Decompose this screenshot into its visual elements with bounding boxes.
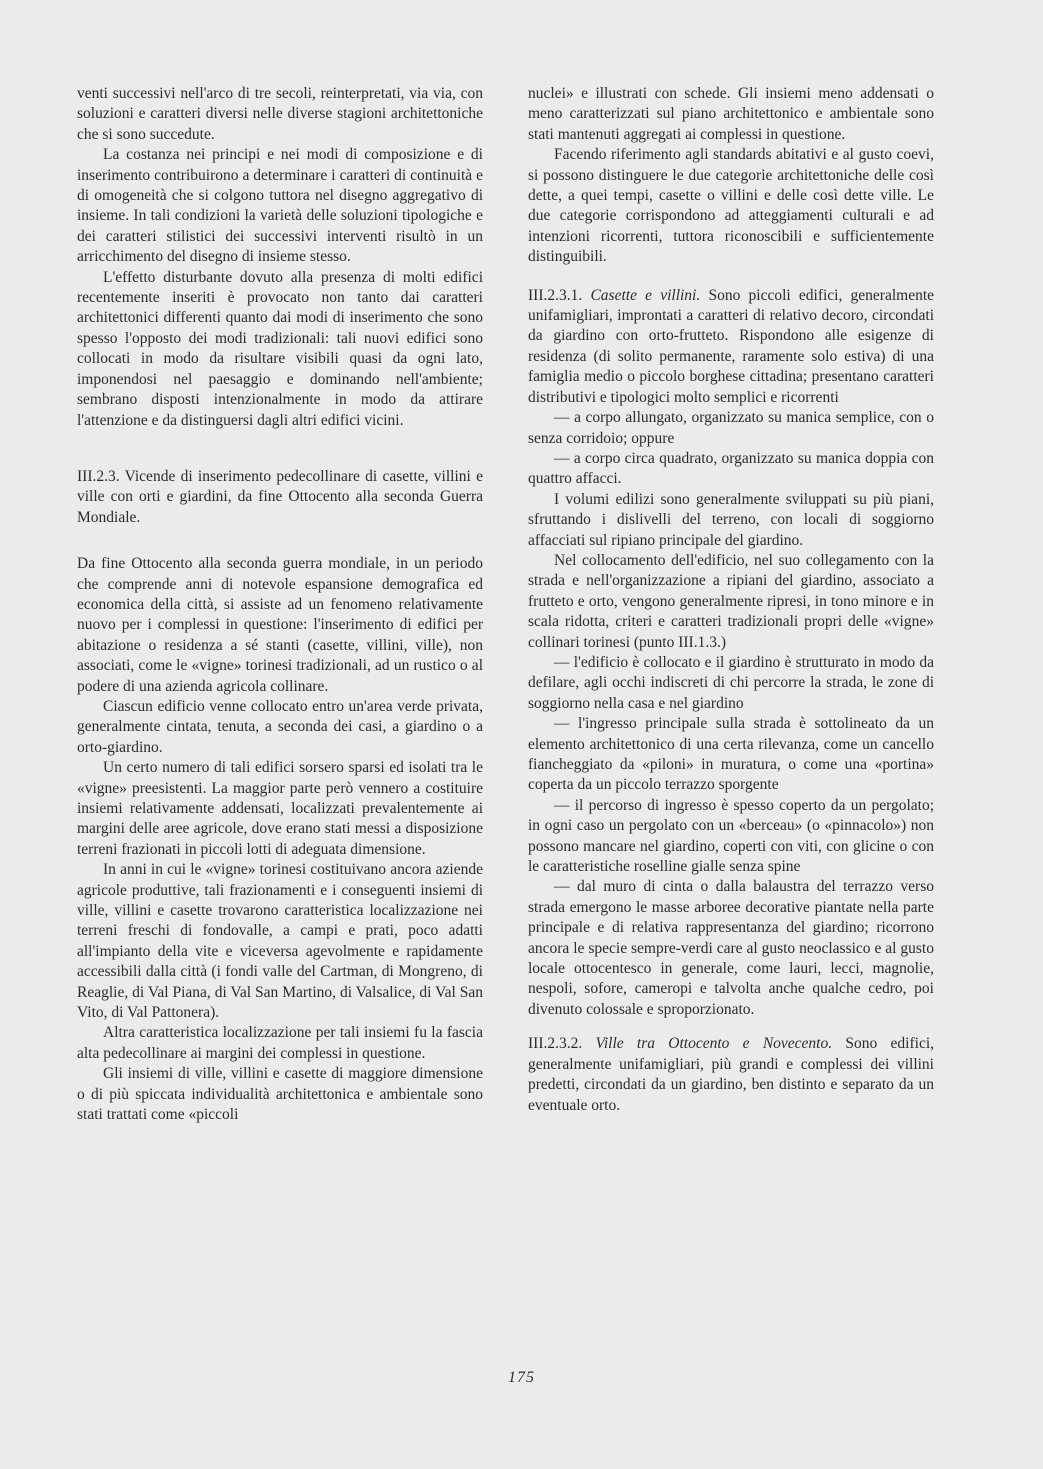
list-item: — l'edificio è collocato e il giardino è strutturato in modo da defilare, agli occhi indiscreti di chi percorre la strada, le zone di soggiorno nella casa e nel giardino <box>528 653 934 712</box>
section-heading: III.2.3. Vicende di inserimento pedecollinare di casette, villini e ville con orti e giardini, da fine Ottocento alla seconda Guerra Mondiale. <box>77 467 483 526</box>
list-item: — il percorso di ingresso è spesso coperto da un pergolato; in ogni caso un pergolato con un «berceau» (o «pinnacolo») non possono mancare nel giardino, coperti con viti, con glicine o con le caratteristiche roselline gialle senza spine <box>528 796 934 876</box>
subsection-number: III.2.3.1. <box>528 286 583 304</box>
list-item: — a corpo circa quadrato, organizzato su manica doppia con quattro affacci. <box>528 449 934 488</box>
paragraph: In anni in cui le «vigne» torinesi costituivano ancora aziende agricole produttive, tali frazionamenti e i conseguenti insiemi di ville, villini e casette trovarono caratteristica localizzazione nei terreni freschi di fondovalle, a campi e prati, poco adatti all'impianto della vite e viceversa agevolmente e rapidamente accessibili dalla città (i fondi valle del Cartman, di Mongreno, di Reaglie, di Val Piana, di Val San Martino, di Valsalice, di Val San Vito, di Val Pattonera). <box>77 861 483 1022</box>
paragraph: Da fine Ottocento alla seconda guerra mondiale, in un periodo che comprende anni di notevole espansione demografica ed economica della città, si assiste ad un fenomeno relativamente nuovo per i complessi in questione: l'inserimento di edifici per abitazione o residenza a sé stanti (casette, villini, ville), non associati, come le «vigne» torinesi tradizionali, ad un rustico o al podere di una azienda agricola collinare. <box>77 555 483 695</box>
paragraph: Nel collocamento dell'edificio, nel suo collegamento con la strada e nell'organizzazione a ripiani del giardino, associato a frutteto e orto, vengono generalmente ripresi, in tono minore e in scala ridotta, criteri e caratteri tradizionali propri delle «vigne» collinari torinesi (punto III.1.3.) <box>528 551 934 651</box>
paragraph: Gli insiemi di ville, villini e casette di maggiore dimensione o di più spiccata individualità architettonica e ambientale sono stati trattati come «piccoli <box>77 1065 483 1124</box>
left-column <box>77 84 483 1126</box>
subsection-text: Sono piccoli edifici, generalmente unifamigliari, improntati a caratteri di relativo decoro, circondati da giardino con orto-frutteto. Rispondono alle esigenze di residenza (di solito permanente, raramente solo estiva) di una famiglia medio o piccolo borghese cittadina; presentano caratteri distributivi e tipologici molto semplici e ricorrenti <box>528 286 935 406</box>
list-item: — dal muro di cinta o dalla balaustra del terrazzo verso strada emergono le masse arboree decorative piantate nella parte principale e di relativa rappresentanza del giardino; ricorrono ancora le specie sempre-verdi care al gusto neoclassico e al gusto locale ottocentesco in generale, come lauri, lecci, magnolie, nespoli, sofore, cameropi e talvolta anche qualche cedro, poi divenuto colossale e sproporzionato. <box>528 878 934 1018</box>
subsection-casette-villini <box>528 286 934 408</box>
list-item: — a corpo allungato, organizzato su manica semplice, con o senza corridoio; oppure <box>528 409 934 447</box>
list-item: — l'ingresso principale sulla strada è sottolineato da un elemento architettonico di una certa rilevanza, come un cancello fiancheggiato da «piloni» in muratura, o come una «portina» coperta da un piccolo terrazzo sporgente <box>528 715 934 794</box>
subsection-ville <box>528 1034 934 1116</box>
paragraph: Facendo riferimento agli standards abitativi e al gusto coevi, si possono distinguere le due categorie architettoniche delle così dette, a quei tempi, casette o villini e delle così dette ville. Le due categorie corrispondono ad atteggiamenti culturali e ad intenzioni ricorrenti, tuttora riconoscibili e sufficientemente distinguibili. <box>528 146 934 266</box>
page-number: 175 <box>508 1369 535 1386</box>
paragraph: Altra caratteristica localizzazione per tali insiemi fu la fascia alta pedecollinare ai margini dei complessi in questione. <box>77 1024 483 1062</box>
paragraph: La costanza nei principi e nei modi di composizione e di inserimento contribuirono a determinare i caratteri di continuità e di omogeneità che si colgono tuttora nel disegno aggregativo di insieme. In tali condizioni la varietà delle soluzioni tipologiche e dei caratteri stilistici dei successivi interventi risultò in un arricchimento del disegno di insieme stesso. <box>77 146 483 266</box>
paragraph: nuclei» e illustrati con schede. Gli insiemi meno addensati o meno caratterizzati sul piano architettonico e ambientale sono stati mantenuti aggregati ai complessi in questione. <box>528 85 934 143</box>
subsection-title: Ville tra Ottocento e Novecento. <box>595 1035 833 1053</box>
subsection-text: Sono edifici, generalmente unifamigliari, più grandi e complessi dei villini predetti, circondati da un giardino, ben distinto e separato da un eventuale orto. <box>528 1035 935 1114</box>
right-column <box>528 84 934 1116</box>
subsection-title: Casette e villini. <box>590 286 701 304</box>
paragraph: Ciascun edificio venne collocato entro un'area verde privata, generalmente cintata, tenuta, a seconda dei casi, a giardino o a orto-giardino. <box>77 697 483 756</box>
paragraph: Un certo numero di tali edifici sorsero sparsi ed isolati tra le «vigne» preesistenti. La maggior parte però vennero a costituire insiemi relativamente addensati, localizzati prevalentemente ai margini delle aree agricole, dove erano stati messi a disposizione terreni frazionati in piccoli lotti di adeguata dimensione. <box>77 759 483 858</box>
paragraph: venti successivi nell'arco di tre secoli, reinterpretati, via via, con soluzioni e caratteri diversi nelle diverse stagioni architettoniche che si sono succedute. <box>77 85 483 143</box>
paragraph: L'effetto disturbante dovuto alla presenza di molti edifici recentemente inseriti è provocato non tanto dai caratteri architettonici differenti quanto dai modi di inserimento che sono spesso l'opposto dei modi tradizionali: tali nuovi edifici sono collocati in modo da risultare visibili quasi da ogni lato, imponendosi nel paesaggio e dominando nell'ambiente; sembrano disposti intenzionalmente in modo da attirare l'attenzione e da distinguersi dagli altri edifici vicini. <box>77 268 483 429</box>
paragraph: I volumi edilizi sono generalmente sviluppati su più piani, sfruttando i dislivelli del terreno, con locali di soggiorno affacciati sul ripiano principale del giardino. <box>528 490 934 549</box>
subsection-number: III.2.3.2. <box>528 1035 583 1053</box>
